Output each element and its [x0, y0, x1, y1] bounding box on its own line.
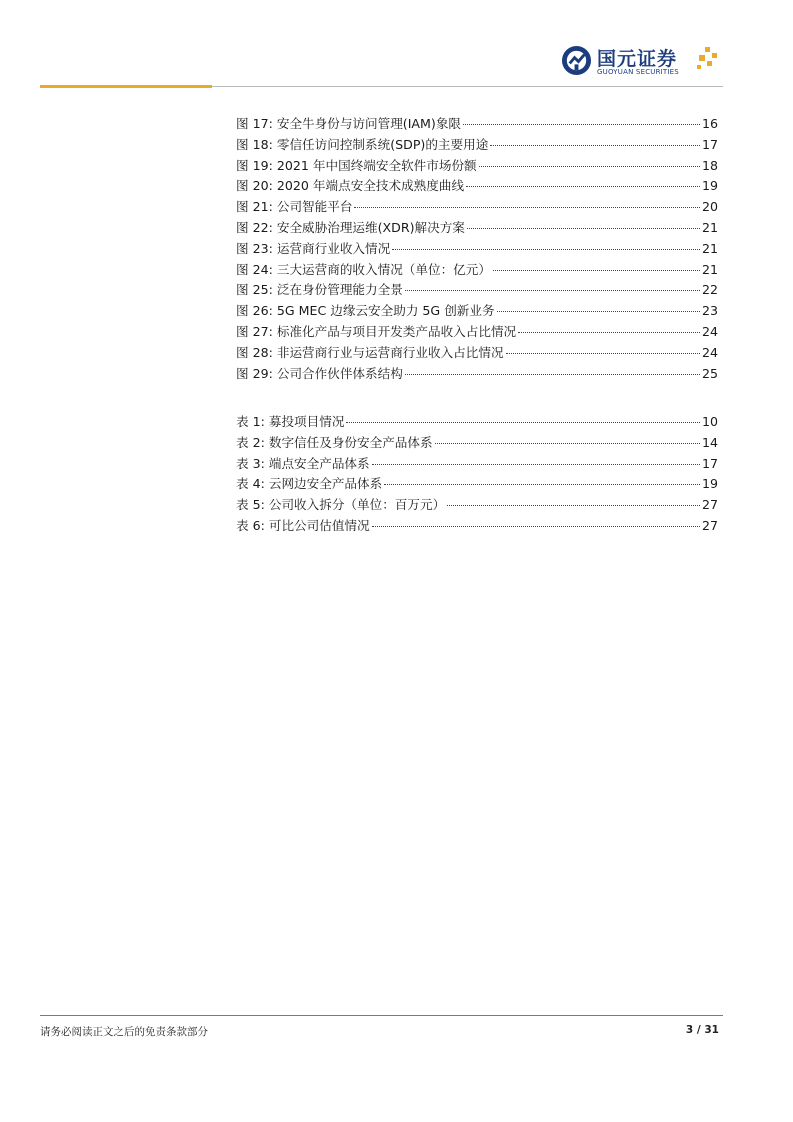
toc-entry[interactable] [236, 239, 718, 260]
toc-page-number: 16 [701, 116, 718, 131]
toc-label: 图 24: 三大运营商的收入情况（单位：亿元） [236, 261, 491, 277]
dot-leader [479, 166, 700, 167]
toc-label: 表 5: 公司收入拆分（单位：百万元） [236, 497, 446, 513]
guoyuan-logo-icon [561, 45, 592, 76]
toc-page-number: 14 [701, 434, 718, 450]
toc-label: 图 19: 2021 年中国终端安全软件市场份额 [236, 157, 477, 173]
toc-page-number: 22 [701, 282, 718, 298]
toc-entry[interactable] [236, 156, 718, 177]
brand-name-cn: 国元证券 [597, 48, 678, 70]
toc-page-number: 17 [701, 455, 718, 471]
dot-leader [518, 332, 700, 333]
toc-entry[interactable] [236, 412, 718, 433]
dot-leader [405, 374, 700, 375]
toc-label: 图 22: 安全威胁治理运维(XDR)解决方案 [236, 219, 465, 235]
toc-page-number: 27 [701, 497, 718, 513]
toc-page-number: 25 [701, 365, 718, 381]
toc-page-number: 23 [701, 303, 718, 319]
toc-entry[interactable] [236, 197, 718, 218]
toc-page-number: 27 [701, 517, 718, 533]
dot-leader [346, 422, 700, 423]
toc-page-number: 24 [701, 323, 718, 339]
toc-label: 图 29: 公司合作伙伴体系结构 [236, 365, 403, 381]
toc-page-number: 17 [701, 136, 718, 152]
toc-entry[interactable] [236, 433, 718, 454]
page-indicator: 3 / 31 [685, 1024, 719, 1036]
toc-entry[interactable] [236, 343, 718, 364]
dot-leader [467, 228, 700, 229]
toc-entry[interactable] [236, 280, 718, 301]
toc-entry[interactable] [236, 114, 718, 135]
toc-entry[interactable] [236, 454, 718, 475]
toc-entry[interactable] [236, 218, 718, 239]
toc-entry[interactable] [236, 495, 718, 516]
footer-disclaimer: 请务必阅读正文之后的免责条款部分 [40, 1026, 208, 1038]
dot-leader [490, 145, 700, 146]
toc-page-number: 24 [701, 344, 718, 360]
company-logo [561, 44, 721, 80]
footer-divider [40, 1015, 723, 1016]
brand-name-en: GUOYUAN SECURITIES [597, 68, 679, 76]
toc-label: 表 6: 可比公司估值情况 [236, 517, 370, 533]
toc-entry[interactable] [236, 301, 718, 322]
toc-label: 图 28: 非运营商行业与运营商行业收入占比情况 [236, 344, 504, 360]
decorative-squares-icon [691, 47, 719, 75]
toc-entry[interactable] [236, 322, 718, 343]
dot-leader [497, 311, 700, 312]
dot-leader [384, 484, 700, 485]
figures-list [236, 114, 718, 384]
toc-page-number: 21 [701, 261, 718, 277]
toc-label: 表 2: 数字信任及身份安全产品体系 [236, 434, 433, 450]
toc-label: 表 4: 云网边安全产品体系 [236, 476, 383, 492]
toc-entry[interactable] [236, 364, 718, 385]
toc-entry[interactable] [236, 516, 718, 537]
dot-leader [447, 505, 700, 506]
dot-leader [392, 249, 700, 250]
toc-label: 图 17: 安全牛身份与访问管理(IAM)象限 [236, 116, 462, 131]
dot-leader [506, 353, 700, 354]
toc-label: 图 27: 标准化产品与项目开发类产品收入占比情况 [236, 323, 517, 339]
dot-leader [372, 526, 700, 527]
toc-page-number: 21 [701, 240, 718, 256]
toc-entry[interactable] [236, 176, 718, 197]
toc-label: 图 18: 零信任访问控制系统(SDP)的主要用途 [236, 136, 489, 152]
toc-page-number: 19 [701, 178, 718, 194]
toc-page-number: 18 [701, 157, 718, 173]
toc-page-number: 19 [701, 476, 718, 492]
tables-list [236, 412, 718, 537]
dot-leader [354, 207, 700, 208]
dot-leader [435, 443, 700, 444]
toc-label: 图 20: 2020 年端点安全技术成熟度曲线 [236, 178, 465, 194]
dot-leader [466, 186, 700, 187]
toc-label: 图 25: 泛在身份管理能力全景 [236, 282, 403, 298]
toc-label: 表 1: 募投项目情况 [236, 414, 345, 429]
toc-page-number: 10 [701, 414, 718, 429]
dot-leader [493, 270, 700, 271]
toc-page-number: 20 [701, 199, 718, 215]
dot-leader [463, 124, 700, 125]
toc-entry[interactable] [236, 135, 718, 156]
dot-leader [405, 290, 700, 291]
header-accent-bar [40, 85, 212, 88]
toc-entry[interactable] [236, 474, 718, 495]
toc-label: 表 3: 端点安全产品体系 [236, 455, 370, 471]
toc-label: 图 26: 5G MEC 边缘云安全助力 5G 创新业务 [236, 303, 495, 319]
toc-entry[interactable] [236, 260, 718, 281]
toc-label: 图 23: 运营商行业收入情况 [236, 240, 391, 256]
toc-label: 图 21: 公司智能平台 [236, 199, 353, 215]
toc-page-number: 21 [701, 219, 718, 235]
dot-leader [372, 464, 700, 465]
